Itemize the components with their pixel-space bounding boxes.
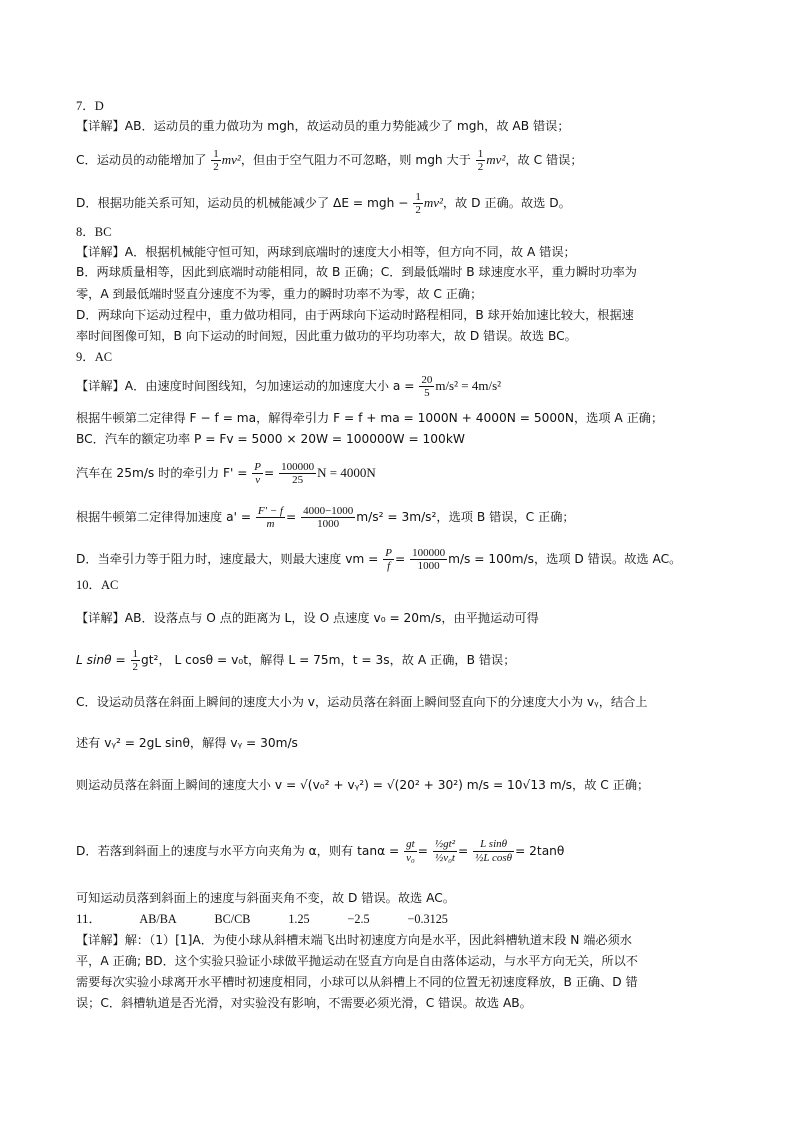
- equals-sign: =: [458, 844, 469, 858]
- fraction-half: [476, 148, 486, 173]
- q11-line1: 【详解】解：（1）[1]A．为使小球从斜槽末端飞出时初速度方向是水平，因此斜槽轨道末段 N 端必须水: [76, 933, 632, 947]
- q7-kinetic-term: mv²: [486, 152, 506, 167]
- fraction-numerator: 4000−1000: [303, 505, 354, 517]
- q7-kinetic-term: mv²: [221, 152, 241, 167]
- fraction-half: [131, 648, 141, 673]
- fraction-numerator: 100000: [281, 461, 315, 473]
- fraction-denominator: 5: [424, 387, 430, 399]
- q11-answer-row: [76, 911, 482, 927]
- q11-answer-2: BC/CB: [214, 912, 251, 926]
- q9-line5-text-b: m/s² = 3m/s²，选项 B 错误，C 正确；: [356, 510, 575, 524]
- fraction-numerator: 100000: [412, 547, 446, 559]
- fraction-denominator: m: [266, 518, 275, 530]
- q11-line2: 平，A 正确; BD．这个实验只验证小球做平抛运动在竖直方向是自由落体运动，与水平方向无关，所以不: [76, 954, 638, 968]
- fraction-numerator: gt: [404, 838, 417, 852]
- q9-line4-text-a: 汽车在 25m/s 时的牵引力 F' =: [76, 466, 248, 480]
- q10-line2-text-b: gt²， L cosθ = v₀t，解得 L = 75m，t = 3s，故 A 正确，B 错误；: [141, 653, 516, 667]
- q7-line2-text-b: ，但由于空气阻力不可忽略，则 mgh 大于: [240, 153, 471, 167]
- q9-line4: [76, 461, 376, 486]
- q10-line6-text-b: = 2tanθ: [515, 844, 565, 858]
- q10-line4: 述有 vᵧ² = 2gL sinθ，解得 vᵧ = 30m/s: [76, 736, 298, 750]
- q10-number: 10．AC: [76, 578, 119, 592]
- q10-line2: [76, 648, 515, 673]
- fraction-denominator: 2: [477, 161, 484, 173]
- fraction-numerator: 1: [477, 148, 484, 160]
- equals-sign: =: [394, 552, 406, 566]
- fraction-max-speed: [410, 547, 447, 572]
- q10-line7: 可知运动员落到斜面上的速度与斜面夹角不变，故 D 错误。故选 AC。: [76, 891, 455, 905]
- q7-number: 7．D: [76, 99, 104, 113]
- q11-number: 11．: [76, 911, 102, 926]
- q10-line6-text-a: D．若落到斜面上的速度与水平方向夹角为 α，则有 tanα =: [76, 844, 400, 858]
- q9-line6: [76, 547, 681, 572]
- q7-line1: 【详解】AB．运动员的重力做功为 mgh，故运动员的重力势能减少了 mgh，故 AB 错误；: [76, 119, 570, 133]
- fraction-acceleration: [419, 374, 434, 399]
- fraction-p-over-f: [383, 547, 394, 572]
- q11-line4: 误；C．斜槽轨道是否光滑，对实验没有影响，不需要必须光滑，C 错误。故选 AB。: [76, 996, 532, 1010]
- fraction-half: [211, 148, 221, 173]
- q8-line1: 【详解】A．根据机械能守恒可知，两球到底端时的速度大小相等，但方向不同，故 A 错误；: [76, 245, 576, 259]
- fraction-denominator: 2: [213, 161, 219, 173]
- fraction-numerator: F' − f: [257, 505, 283, 517]
- q7-line3: [76, 191, 571, 216]
- fraction-p-over-v: [252, 461, 263, 486]
- q8-line3: 零，A 到最低端时竖直分速度不为零，重力的瞬时功率不为零，故 C 正确；: [76, 287, 483, 301]
- fraction-numerator: ½gt²: [434, 838, 455, 850]
- q7-kinetic-term: mv²: [423, 195, 443, 210]
- fraction-force-value: [279, 461, 316, 486]
- fraction-denominator: ½L cosθ: [475, 852, 513, 864]
- fraction-numerator: 1: [415, 191, 421, 203]
- q9-line2: 根据牛顿第二定律得 F − f = ma，解得牵引力 F = f + ma = 1000N + 4000N = 5000N，选项 A 正确；: [76, 411, 664, 425]
- q9-line5: [76, 505, 575, 530]
- q11-answer-4: −2.5: [347, 912, 370, 926]
- q9-line5-text-a: 根据牛顿第二定律得加速度 a' =: [76, 510, 252, 524]
- fraction-denominator: f: [387, 560, 391, 572]
- q10-line1: 【详解】AB．设落点与 O 点的距离为 L，设 O 点速度 v₀ = 20m/s，由平抛运动可得: [76, 611, 539, 625]
- fraction-denominator: 2: [132, 661, 139, 673]
- q10-line6: [76, 838, 564, 865]
- fraction-numerator: 1: [213, 148, 219, 160]
- equals-sign: =: [285, 510, 297, 524]
- q7-line3-text-a: D．根据功能关系可知，运动员的机械能减少了 ΔE = mgh −: [76, 196, 409, 210]
- q11-answer-1: AB/BA: [139, 912, 177, 926]
- q8-line5: 率时间图像可知，B 向下运动的时间短，因此重力做功的平均功率大，故 D 错误。故选 BC。: [76, 329, 577, 343]
- q7-line2-text-c: ，故 C 错误；: [505, 153, 583, 167]
- q7-line3-text-b: ，故 D 正确。故选 D。: [442, 196, 571, 210]
- fraction-denominator: 1000: [417, 560, 440, 572]
- q9-line1-text-a: 【详解】A．由速度时间图线知，匀加速运动的加速度大小 a =: [76, 379, 415, 393]
- q11-answer-5: −0.3125: [407, 912, 448, 926]
- q8-line2: B．两球质量相等，因此到底端时动能相同，故 B 正确；C．到最低端时 B 球速度水平，重力瞬时功率为: [76, 265, 637, 279]
- q11-answer-3: 1.25: [288, 912, 310, 926]
- fraction-slope-ratio: [473, 838, 514, 865]
- fraction-displacement-ratio: [433, 838, 457, 865]
- q10-line5: 则运动员落在斜面上瞬间的速度大小 v = √(v₀² + vᵧ²) = √(20² + 30²) m/s = 10√13 m/s，故 C 正确；: [76, 778, 650, 792]
- q10-line3: C．设运动员落在斜面上瞬间的速度大小为 v，运动员落在斜面上瞬间竖直向下的分速度大小为 vᵧ，结合上: [76, 695, 648, 709]
- fraction-denominator: 1000: [317, 518, 340, 530]
- q10-line2-text-a: L sinθ =: [76, 653, 126, 667]
- fraction-acceleration-value: [301, 505, 355, 530]
- fraction-numerator: L sinθ: [473, 838, 514, 852]
- fraction-denominator: ½v₀t: [434, 852, 455, 864]
- fraction-numerator: 1: [132, 648, 139, 660]
- q9-line4-text-b: N = 4000N: [317, 465, 376, 480]
- fraction-numerator: 20: [421, 374, 433, 386]
- fraction-denominator: 25: [292, 474, 304, 486]
- equals-sign: =: [417, 844, 429, 858]
- q8-line4: D．两球向下运动过程中，重力做功相同，由于两球向下运动时路程相同，B 球开始加速比较大，根据速: [76, 308, 634, 322]
- q9-line1-text-b: m/s² = 4m/s²: [435, 378, 502, 393]
- fraction-numerator: P: [385, 547, 392, 559]
- q11-answers: [139, 912, 481, 926]
- q9-line6-text-b: m/s = 100m/s，选项 D 错误。故选 AC。: [448, 552, 682, 566]
- fraction-denominator: 2: [415, 204, 421, 216]
- fraction-gt-over-v0: [404, 838, 417, 865]
- fraction-denominator: v₀: [406, 852, 415, 864]
- fraction-half: [413, 191, 423, 216]
- q8-number: 8．BC: [76, 225, 112, 239]
- q9-number: 9．AC: [76, 350, 113, 364]
- q9-line3: BC．汽车的额定功率 P = Fv = 5000 × 20W = 100000W = 100kW: [76, 432, 465, 446]
- q9-line1: [76, 374, 501, 399]
- q9-line6-text-a: D．当牵引力等于阻力时，速度最大，则最大速度 vm =: [76, 552, 379, 566]
- fraction-denominator: v: [255, 474, 261, 486]
- fraction-numerator: P: [254, 461, 262, 473]
- q11-line3: 需要每次实验小球离开水平槽时初速度相同，小球可以从斜槽上不同的位置无初速度释放，B 正确、D 错: [76, 975, 638, 989]
- q7-line2: [76, 148, 583, 173]
- equals-sign: =: [264, 466, 275, 480]
- q7-line2-text-a: C．运动员的动能增加了: [76, 153, 207, 167]
- fraction-net-force: [256, 505, 285, 530]
